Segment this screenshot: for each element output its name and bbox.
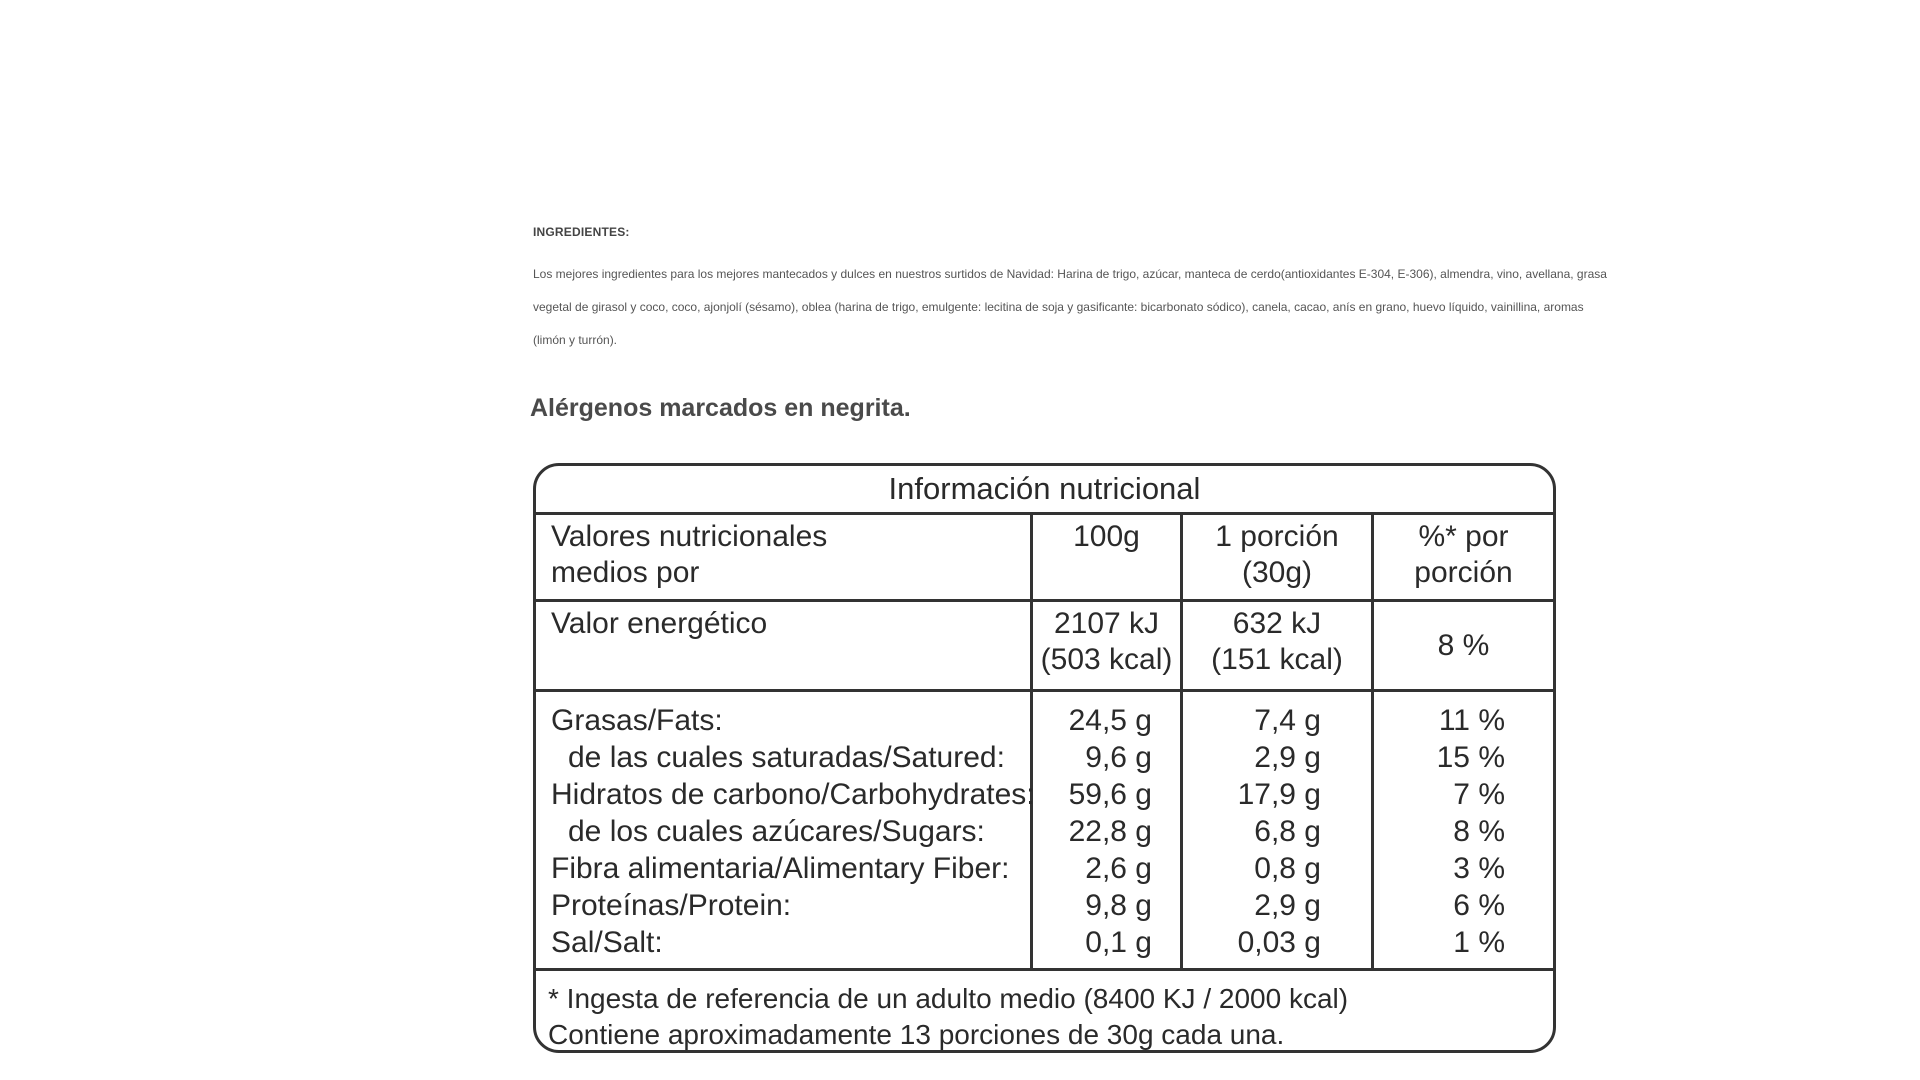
energy-row: [536, 602, 1553, 692]
header-pct-line2: porción: [1414, 556, 1513, 589]
nutrient-pct: 7 %: [1453, 778, 1505, 811]
ingredients-text: Los mejores ingredientes para los mejores mantecados y dulces en nuestros surtidos de Navidad: Harina de trigo, azúcar, manteca de cerdo(antioxidantes E-304, E-306), almendra, vino, avellana, grasa vegetal de girasol y coco, coco, ajonjolí (sésamo), oblea (harina de trigo, emulgente: lecitina de soja y gasificante: bicarbonato sódico), canela, cacao, anís en grano, huevo líquido, vainillina, aromas (limón y turrón).: [533, 267, 1607, 347]
nutrient-per100: 9,6 g: [1085, 741, 1152, 774]
energy-per100-kcal: (503 kcal): [1040, 643, 1173, 676]
nutrient-portion-values: [1183, 692, 1374, 968]
header-100g: [1033, 515, 1183, 599]
nutrient-label: Grasas/Fats:: [551, 704, 723, 737]
nutrient-per100: 9,8 g: [1085, 889, 1152, 922]
header-label-line1: Valores nutricionales: [551, 520, 828, 553]
nutrient-label: de los cuales azúcares/Sugars:: [568, 815, 985, 848]
nutrition-title: Información nutricional: [536, 466, 1553, 515]
footer-line1: * Ingesta de referencia de un adulto medio (8400 KJ / 2000 kcal): [548, 983, 1349, 1014]
nutrient-per100: 2,6 g: [1085, 852, 1152, 885]
nutrient-label: Proteínas/Protein:: [551, 889, 792, 922]
nutrient-pct: 15 %: [1436, 741, 1505, 774]
nutrient-portion: 0,8 g: [1254, 852, 1321, 885]
energy-per100-kj: 2107 kJ: [1053, 607, 1160, 640]
nutrient-portion: 2,9 g: [1254, 889, 1321, 922]
header-portion: [1183, 515, 1374, 599]
nutrition-footer: [536, 971, 1553, 1053]
nutrient-portion: 7,4 g: [1254, 704, 1321, 737]
nutrition-table: [533, 463, 1556, 1053]
nutrient-pct: 1 %: [1453, 926, 1505, 959]
header-pct-line1: %* por: [1418, 520, 1509, 553]
nutrient-label: de las cuales saturadas/Satured:: [568, 741, 1005, 774]
footer-line2: Contiene aproximadamente 13 porciones de 30g cada una.: [548, 1019, 1285, 1050]
energy-pct: 8 %: [1437, 628, 1490, 662]
nutrient-label: Sal/Salt:: [551, 926, 663, 959]
header-100g-text: 100g: [1073, 520, 1140, 553]
nutrient-per100-values: [1033, 692, 1183, 968]
nutrient-portion: 17,9 g: [1237, 778, 1321, 811]
nutrient-portion: 6,8 g: [1254, 815, 1321, 848]
nutrient-label: Hidratos de carbono/Carbohydrates:: [551, 778, 1035, 811]
nutrient-pct: 3 %: [1453, 852, 1505, 885]
nutrient-per100: 24,5 g: [1068, 704, 1152, 737]
energy-portion-kj: 632 kJ: [1232, 607, 1322, 640]
nutrition-header-row: [536, 515, 1553, 602]
energy-portion: [1183, 602, 1374, 689]
nutrient-label: Fibra alimentaria/Alimentary Fiber:: [551, 852, 1010, 885]
nutrient-per100: 59,6 g: [1068, 778, 1152, 811]
ingredients-title: INGREDIENTES:: [533, 225, 630, 239]
nutrient-portion: 0,03 g: [1237, 926, 1321, 959]
nutrient-pct-values: [1374, 692, 1553, 968]
allergen-note: Alérgenos marcados en negrita.: [530, 394, 911, 422]
header-portion-line1: 1 porción: [1215, 520, 1339, 553]
nutrients-row: [536, 692, 1553, 971]
header-label-line2: medios por: [551, 556, 700, 589]
nutrient-pct: 11 %: [1438, 704, 1505, 737]
nutrient-pct: 8 %: [1453, 815, 1505, 848]
energy-per100: [1033, 602, 1183, 689]
header-portion-line2: (30g): [1241, 556, 1313, 589]
header-label: [536, 515, 1033, 599]
nutrient-pct: 6 %: [1453, 889, 1505, 922]
nutrient-per100: 0,1 g: [1085, 926, 1152, 959]
energy-portion-kcal: (151 kcal): [1211, 643, 1343, 676]
energy-label: Valor energético: [536, 602, 1033, 689]
nutrient-per100: 22,8 g: [1068, 815, 1152, 848]
nutrient-portion: 2,9 g: [1254, 741, 1321, 774]
header-pct: [1374, 515, 1553, 599]
nutrient-labels: [536, 692, 1033, 968]
